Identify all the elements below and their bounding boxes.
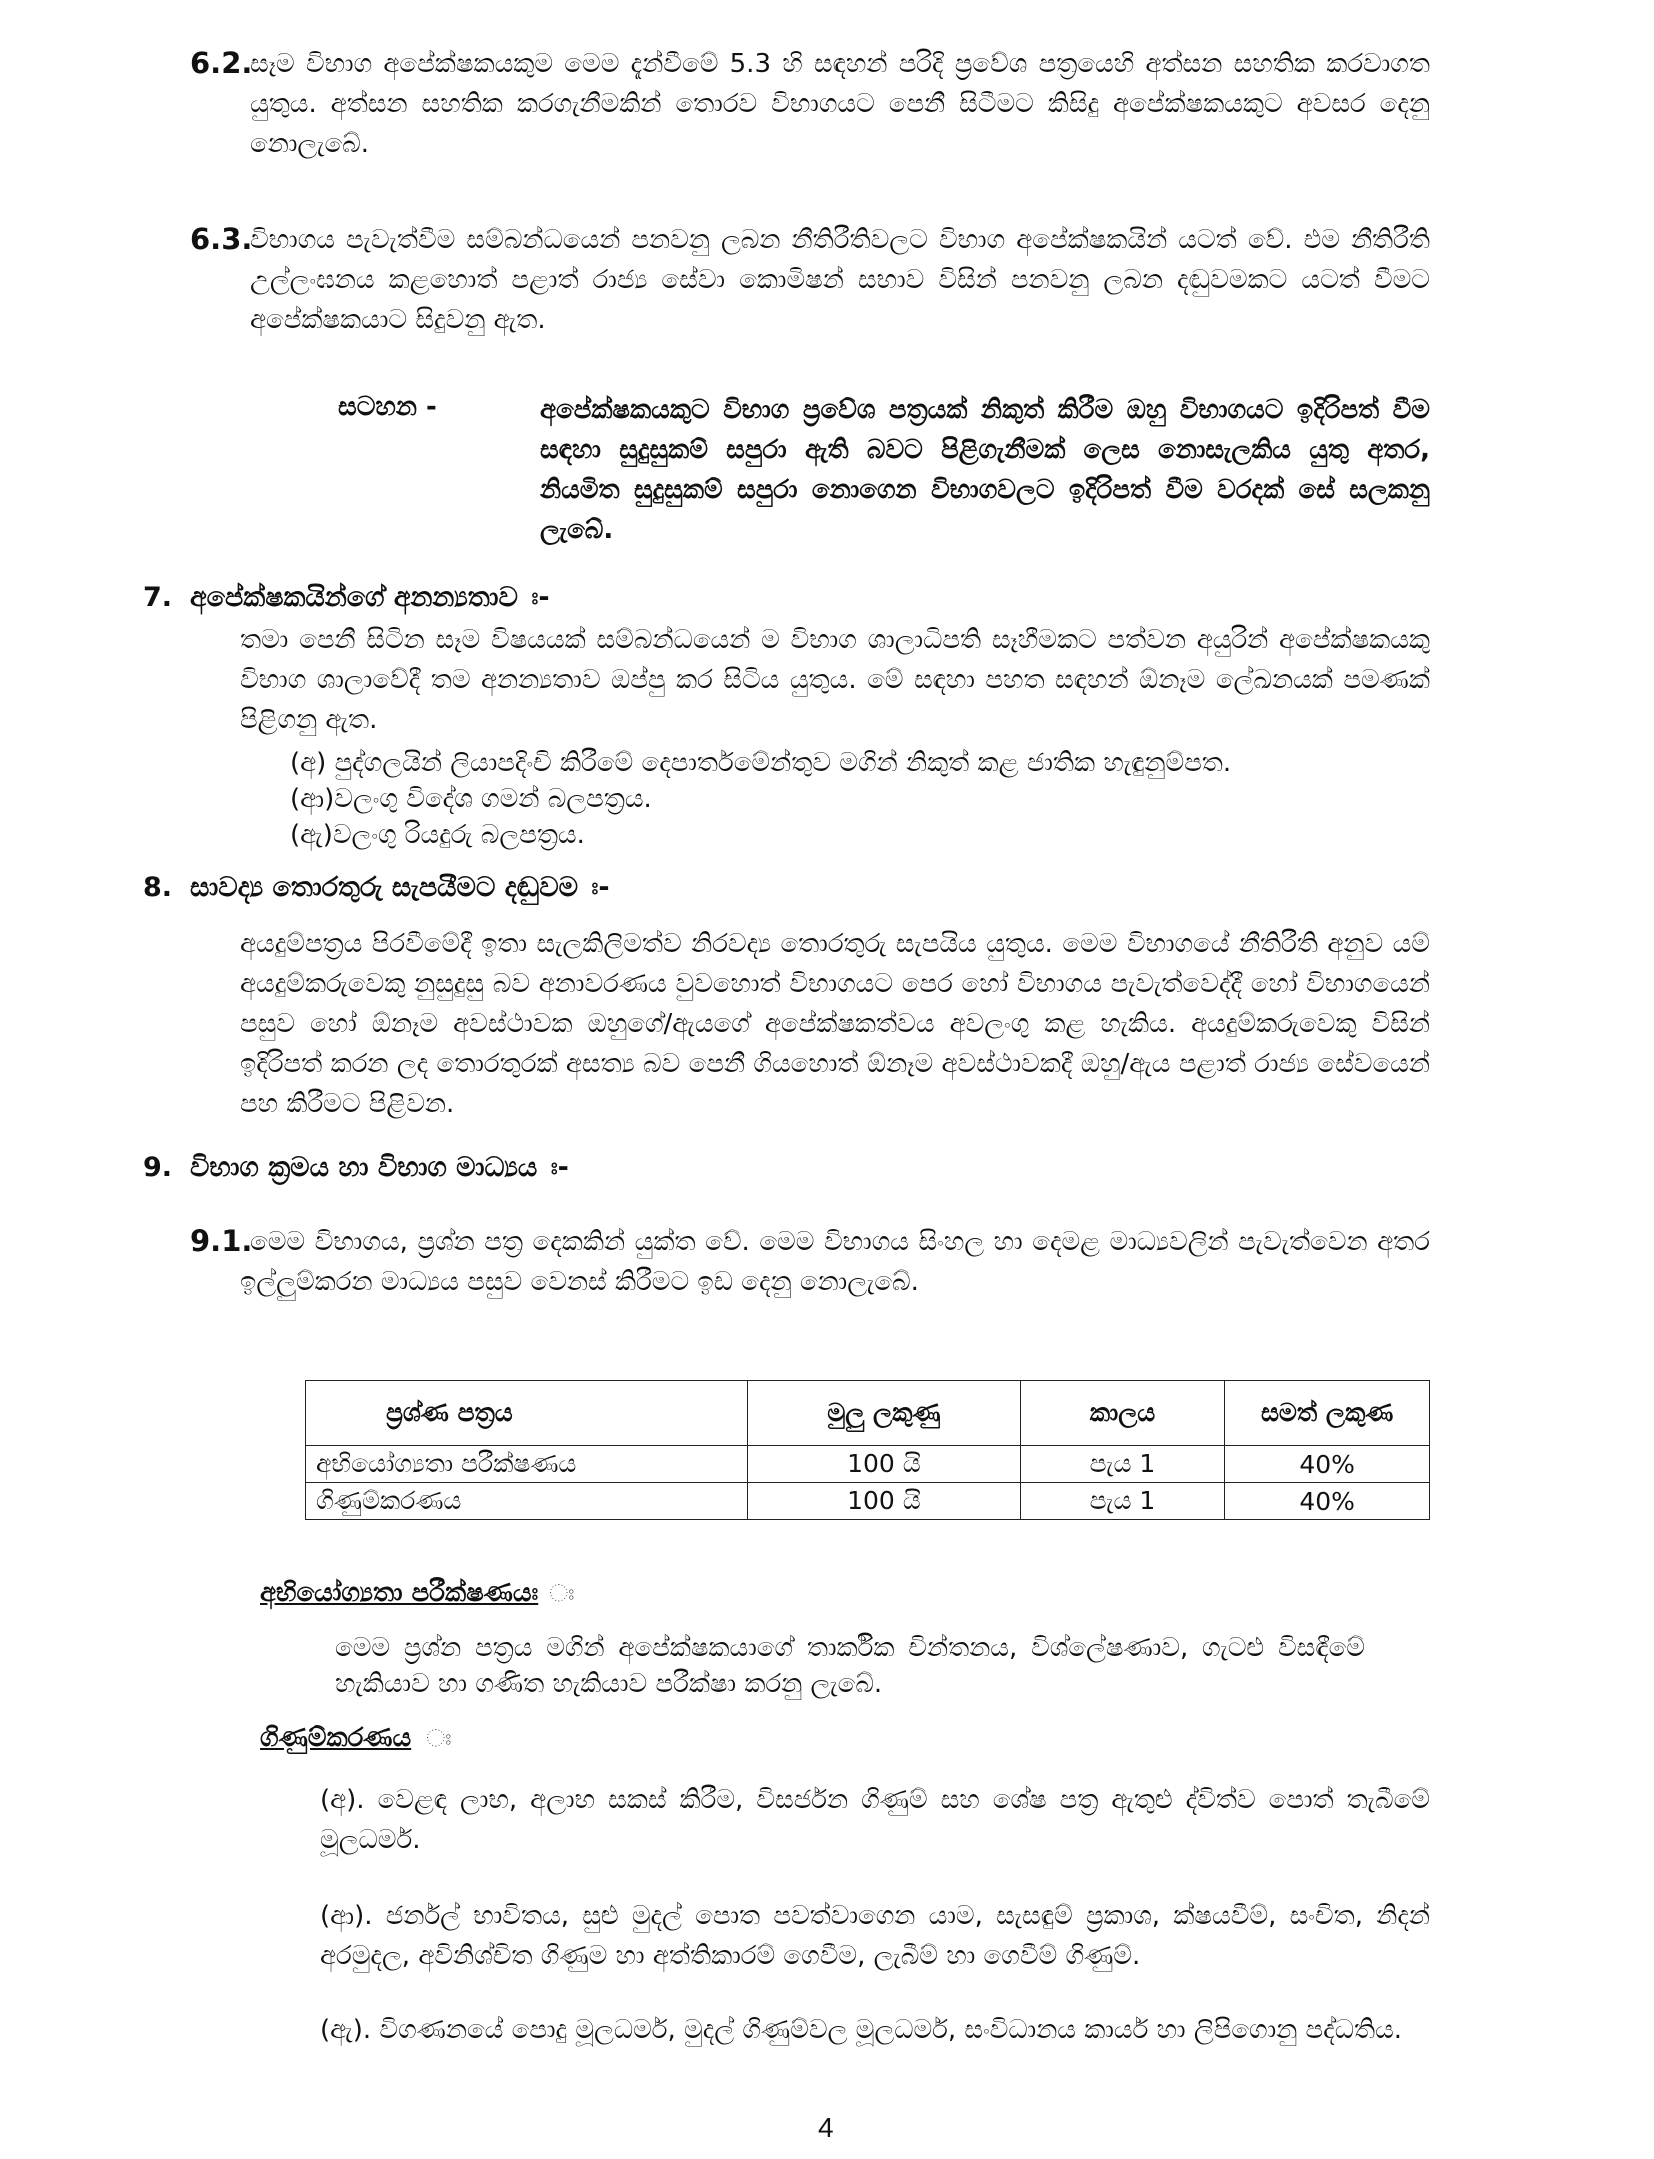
- section-number-8: 8.: [143, 872, 173, 903]
- section-number-6-3: 6.3.: [190, 222, 253, 256]
- column-header-total-marks: මුලු ලකුණු: [748, 1381, 1021, 1446]
- section-8-text: අයදුම්පත්‍රය පිරවීමේදී ඉතා සැලකිලිමත්ව නිරවද්‍ය තොරතුරු සැපයිය යුතුය. මෙම විභාගයේ නීතිරීති අනුව යම් අයදුම්කරුවෙකු නුසුදුසු බව අනාවරණය වුවහොත් විභාගයට පෙර හෝ විභාගය පැවැත්වෙද්දී හෝ විභාගයෙන් පසුව හෝ ඕනෑම අවස්ථාවක ඔහුගේ/ඇයගේ අපේක්ෂකත්වය අවලංගු කළ හැකිය. අයදුම්කරුවෙකු විසින් ඉදිරිපත් කරන ලද තොරතුරක් අසත්‍ය බව පෙනී ගියහොත් ඕනෑම අවස්ථාවකදී ඔහු/ඇය පළාත් රාජ්‍ය සේවයෙන් පහ කිරීමට පිළිවන.: [240, 929, 1430, 1119]
- section-9-title: විභාග ක්‍රමය හා විභාග මාධ්‍යය ඃ-: [190, 1152, 569, 1183]
- aptitude-text: මෙම ප්‍රශ්න පත්‍රය මගින් අපේක්ෂකයාගේ තාර්කික චින්තනය, විශ්ලේෂණාව, ගැටළු විසඳීමේ හැකියාව හා ගණිත හැකියාව පරීක්ෂා කරනු ලැබේ.: [335, 1633, 1365, 1699]
- section-number-6-2: 6.2.: [190, 46, 253, 80]
- accounting-item: (අ). වෙළඳ ලාභ, අලාභ සකස් කිරීම, විසර්ජන ගිණුම් සහ ශේෂ පත්‍ර ඇතුළු ද්විත්ව පොත් තැබීමේ මූලධර්ම.: [320, 1785, 1430, 1855]
- column-header-pass-mark: සමත් ලකුණ: [1225, 1381, 1430, 1446]
- accounting-title: ගිණුම්කරණය: [260, 1723, 412, 1753]
- note-text: අපේක්ෂකයකුට විභාග ප්‍රවේශ පත්‍රයක් නිකුත් කිරීම ඔහු විභාගයට ඉදිරිපත් වීම සඳහා සුදුසුකම් සපුරා ඇති බවට පිළිගැනීමක් ලෙස නොසැලකිය යුතු අතර, නියමිත සුදුසුකම් සපුරා නොගෙන විභාගවලට ඉදිරිපත් වීම වරදක් සේ සලකනු ලැබේ.: [540, 395, 1430, 545]
- accounting-item: (ආ). ජර්නල් භාවිතය, සුළු මුදල් පොත පවත්වාගෙන යාම, සැසඳුම් ප්‍රකාශ, ක්ෂයවීම්, සංචිත, නිදන් අරමුදල, අවිනිශ්චිත ගිණුම හා අත්තිකාරම් ගෙවීම, ලැබීම් හා ගෙවීම් ගිණුම්.: [320, 1901, 1430, 1971]
- accounting-colon: ඃ: [426, 1724, 452, 1752]
- table-cell-paper: ගිණුම්කරණය: [306, 1483, 748, 1520]
- table-cell-total-marks: 100 යි: [748, 1483, 1021, 1520]
- table-cell-duration: පැය 1: [1020, 1483, 1225, 1520]
- exam-papers-table: [305, 1380, 1430, 1520]
- accounting-item: (ඇ). විගණනයේ පොදු මූලධර්ම, මුදල් ගිණුම්වල මූලධර්ම, සංවිධානය කාර්ය හා ලිපිගොනු පද්ධතිය.: [320, 2015, 1403, 2045]
- column-header-paper: ප්‍රශ්ණ පත්‍රය: [306, 1381, 748, 1446]
- aptitude-heading: [260, 1578, 574, 1609]
- aptitude-colon: ඃ: [549, 1579, 575, 1607]
- section-8-title: සාවද්‍ය තොරතුරු සැපයීමට දඬුවම ඃ-: [190, 872, 610, 903]
- section-7-title: අපේක්ෂකයින්ගේ අනන්‍යතාව ඃ-: [190, 582, 550, 613]
- table-row: [306, 1446, 1430, 1483]
- table-cell-paper: අභියෝග්‍යතා පරීක්ෂණය: [306, 1446, 748, 1483]
- section-9-1-text: මෙම විභාගය, ප්‍රශ්න පත්‍ර දෙකකින් යුක්ත වේ. මෙම විභාගය සිංහල හා දෙමළ මාධ්‍යවලින් පැවැත්වෙන අතර ඉල්ලුම්කරන මාධ්‍යය පසුව වෙනස් කිරීමට ඉඩ දෙනු නොලැබේ.: [240, 1227, 1430, 1297]
- column-header-duration: කාලය: [1020, 1381, 1225, 1446]
- accounting-heading: [260, 1723, 451, 1754]
- table-row: [306, 1483, 1430, 1520]
- section-number-7: 7.: [143, 582, 173, 613]
- page-number: 4: [818, 2112, 834, 2143]
- table-cell-duration: පැය 1: [1020, 1446, 1225, 1483]
- note-label: සටහන -: [338, 392, 437, 422]
- table-cell-total-marks: 100 යි: [748, 1446, 1021, 1483]
- aptitude-title: අභියෝග්‍යතා පරීක්ෂණයඃ: [260, 1578, 539, 1608]
- id-document-item: (ආ)වලංගු විදේශ ගමන් බලපත්‍රය.: [290, 784, 652, 814]
- table-header-row: [306, 1381, 1430, 1446]
- section-number-9-1: 9.1.: [190, 1224, 253, 1258]
- section-6-2-text: සෑම විභාග අපේක්ෂකයකුම මෙම දැන්වීමේ 5.3 හි සඳහන් පරිදි ප්‍රවේශ පත්‍රයෙහි අත්සන සහතික කරවාගත යුතුය. අත්සන සහතික කරගැනීමකින් තොරව විභාගයට පෙනී සිටීමට කිසිදු අපේක්ෂකයකුට අවසර දෙනු නොලැබේ.: [250, 49, 1430, 159]
- table-cell-pass-mark: 40%: [1225, 1483, 1430, 1520]
- table-cell-pass-mark: 40%: [1225, 1446, 1430, 1483]
- id-document-item: (අ) පුද්ගලයින් ලියාපදිංචි කිරීමේ දෙපාර්තමේන්තුව මගින් නිකුත් කළ ජාතික හැඳුනුම්පත.: [290, 748, 1232, 778]
- id-document-item: (ඇ)වලංගු රියදුරු බලපත්‍රය.: [290, 820, 585, 850]
- section-6-3-text: විභාගය පැවැත්වීම සම්බන්ධයෙන් පනවනු ලබන නීතිරීතිවලට විභාග අපේක්ෂකයින් යටත් වේ. එම නීතිරීති උල්ලංඝනය කළහොත් පළාත් රාජ්‍ය සේවා කොමිෂන් සභාව විසින් පනවනු ලබන දඬුවමකට යටත් වීමට අපේක්ෂකයාට සිදුවනු ඇත.: [250, 225, 1430, 335]
- section-7-text: තමා පෙනී සිටින සෑම විෂයයක් සම්බන්ධයෙන් ම විභාග ශාලාධිපති සෑහීමකට පත්වන අයුරින් අපේක්ෂකයකු විභාග ශාලාවේදී තම අනන්‍යතාව ඔප්පු කර සිටිය යුතුය. මේ සඳහා පහත සඳහන් ඕනෑම ලේඛනයක් පමණක් පිළිගනු ඇත.: [240, 625, 1430, 735]
- section-number-9: 9.: [143, 1152, 173, 1183]
